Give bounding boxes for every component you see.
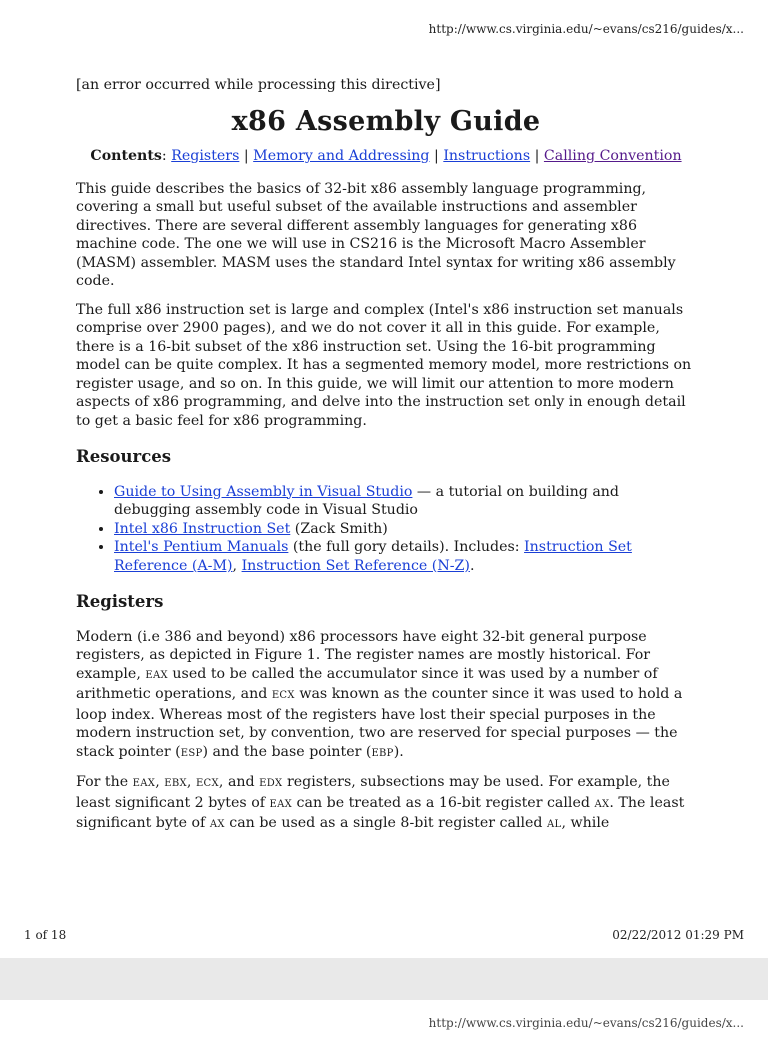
text-run: , and [218, 774, 260, 790]
link-memory-and-addressing[interactable]: Memory and Addressing [253, 148, 430, 164]
text-run: used to be called the accumulator since it was used by a number of arithmetic operations, and [76, 665, 658, 702]
register-esp: ESP [180, 747, 203, 759]
page-title: x86 Assembly Guide [231, 105, 541, 137]
list-item-text: — a tutorial on building and debugging assembly code in Visual Studio [114, 483, 620, 518]
text-run: registers, subsections may be used. For example, the least significant 2 bytes of [76, 774, 670, 811]
register-edx: EDX [259, 778, 283, 789]
text-run: For the [76, 774, 133, 790]
link-calling-convention[interactable]: Calling Convention [543, 148, 682, 164]
text-run: ) and the base pointer ( [202, 743, 372, 760]
register-eax: EAX [145, 669, 168, 681]
register-al: AL [547, 819, 562, 830]
register-eax: EAX [132, 778, 156, 789]
resources-list [76, 483, 696, 576]
register-eax: EAX [269, 798, 293, 810]
contents-separator: | [530, 148, 544, 164]
intro-paragraph-1: This guide describes the basics of 32-bit x86 assembly language programming, covering a small but useful subset of the available instructions and assembler directives. There are several different assembly languages for generating x86 machine code. The one we will use in CS216 is the Microsoft Macro Assembler (MASM) assembler. MASM uses the standard Intel syntax for writing x86 assembly code. [76, 180, 676, 289]
header-url: http://www.cs.virginia.edu/~evans/cs216/guides/x... [428, 22, 744, 36]
register-ecx: ECX [195, 778, 219, 789]
contents-nav: Contents: Registers | Memory and Addressing | Instructions | Calling Convention [90, 148, 682, 164]
text-run: ). [393, 743, 404, 760]
error-directive: [an error occurred while processing this directive] [76, 77, 441, 93]
contents-separator: | [429, 148, 444, 164]
list-item [114, 538, 696, 575]
link-instruction-set-n-z[interactable]: Instruction Set Reference (N-Z) [241, 557, 470, 574]
link-intel-x86-instruction-set[interactable]: Intel x86 Instruction Set [114, 520, 291, 537]
contents-separator: | [239, 148, 254, 164]
list-item [114, 483, 696, 520]
register-ax: AX [594, 798, 610, 810]
text-run: Modern (i.e 386 and beyond) x86 processors have eight 32-bit general purpose registers, as depicted in Figure 1. The register names are mostly historical. For example, [76, 628, 651, 682]
text-run: , while [561, 815, 610, 831]
list-item-text: (Zack Smith) [290, 520, 388, 537]
register-ebx: EBX [164, 778, 187, 789]
registers-heading: Registers [76, 592, 164, 611]
print-timestamp: 02/22/2012 01:29 PM [612, 928, 744, 942]
text-run: , [186, 774, 196, 790]
contents-label: Contents [90, 148, 162, 164]
text-run: . The least significant byte of [76, 794, 685, 831]
resources-heading: Resources [76, 447, 172, 466]
page-number: 1 of 18 [24, 928, 67, 942]
link-intel-pentium-manuals[interactable]: Intel's Pentium Manuals [114, 539, 289, 555]
list-item-end: . [469, 557, 475, 574]
link-instruction-set-a-m[interactable]: Instruction Set Reference (A-M) [114, 539, 632, 574]
link-visual-studio-guide[interactable]: Guide to Using Assembly in Visual Studio [114, 483, 413, 500]
list-item [114, 520, 696, 539]
text-run: was known as the counter since it was used to hold a loop index. Whereas most of the registers have lost their special purposes in the modern instruction set, by convention, two are reserved for special purposes — the stack pointer ( [76, 686, 683, 760]
text-run: can be used as a single 8-bit register called [224, 815, 548, 831]
link-instructions[interactable]: Instructions [443, 148, 531, 164]
register-ebp: EBP [371, 747, 394, 759]
intro-paragraph-2: The full x86 instruction set is large and complex (Intel's x86 instruction set manuals comprise over 2900 pages), and we do not cover it all in this guide. For example, there is a 16-bit subset of the x86 instruction set. Using the 16-bit programming model can be quite complex. It has a segmented memory model, more restrictions on register usage, and so on. In this guide, we will limit our attention to more modern aspects of x86 programming, and delve into the instruction set only in enough detail to get a basic feel for x86 programming. [76, 301, 692, 429]
document-body [76, 76, 696, 845]
registers-paragraph-1 [76, 628, 696, 764]
list-item-separator: , [232, 557, 242, 574]
register-ax: AX [209, 819, 225, 830]
list-item-text: (the full gory details). Includes: [288, 539, 525, 555]
register-ecx: ECX [271, 690, 295, 701]
text-run: can be treated as a 16-bit register called [292, 794, 595, 811]
text-run: , [155, 774, 165, 790]
next-page-header-url: http://www.cs.virginia.edu/~evans/cs216/guides/x... [428, 1016, 744, 1030]
link-registers[interactable]: Registers [171, 148, 240, 164]
registers-paragraph-2 [76, 773, 696, 835]
